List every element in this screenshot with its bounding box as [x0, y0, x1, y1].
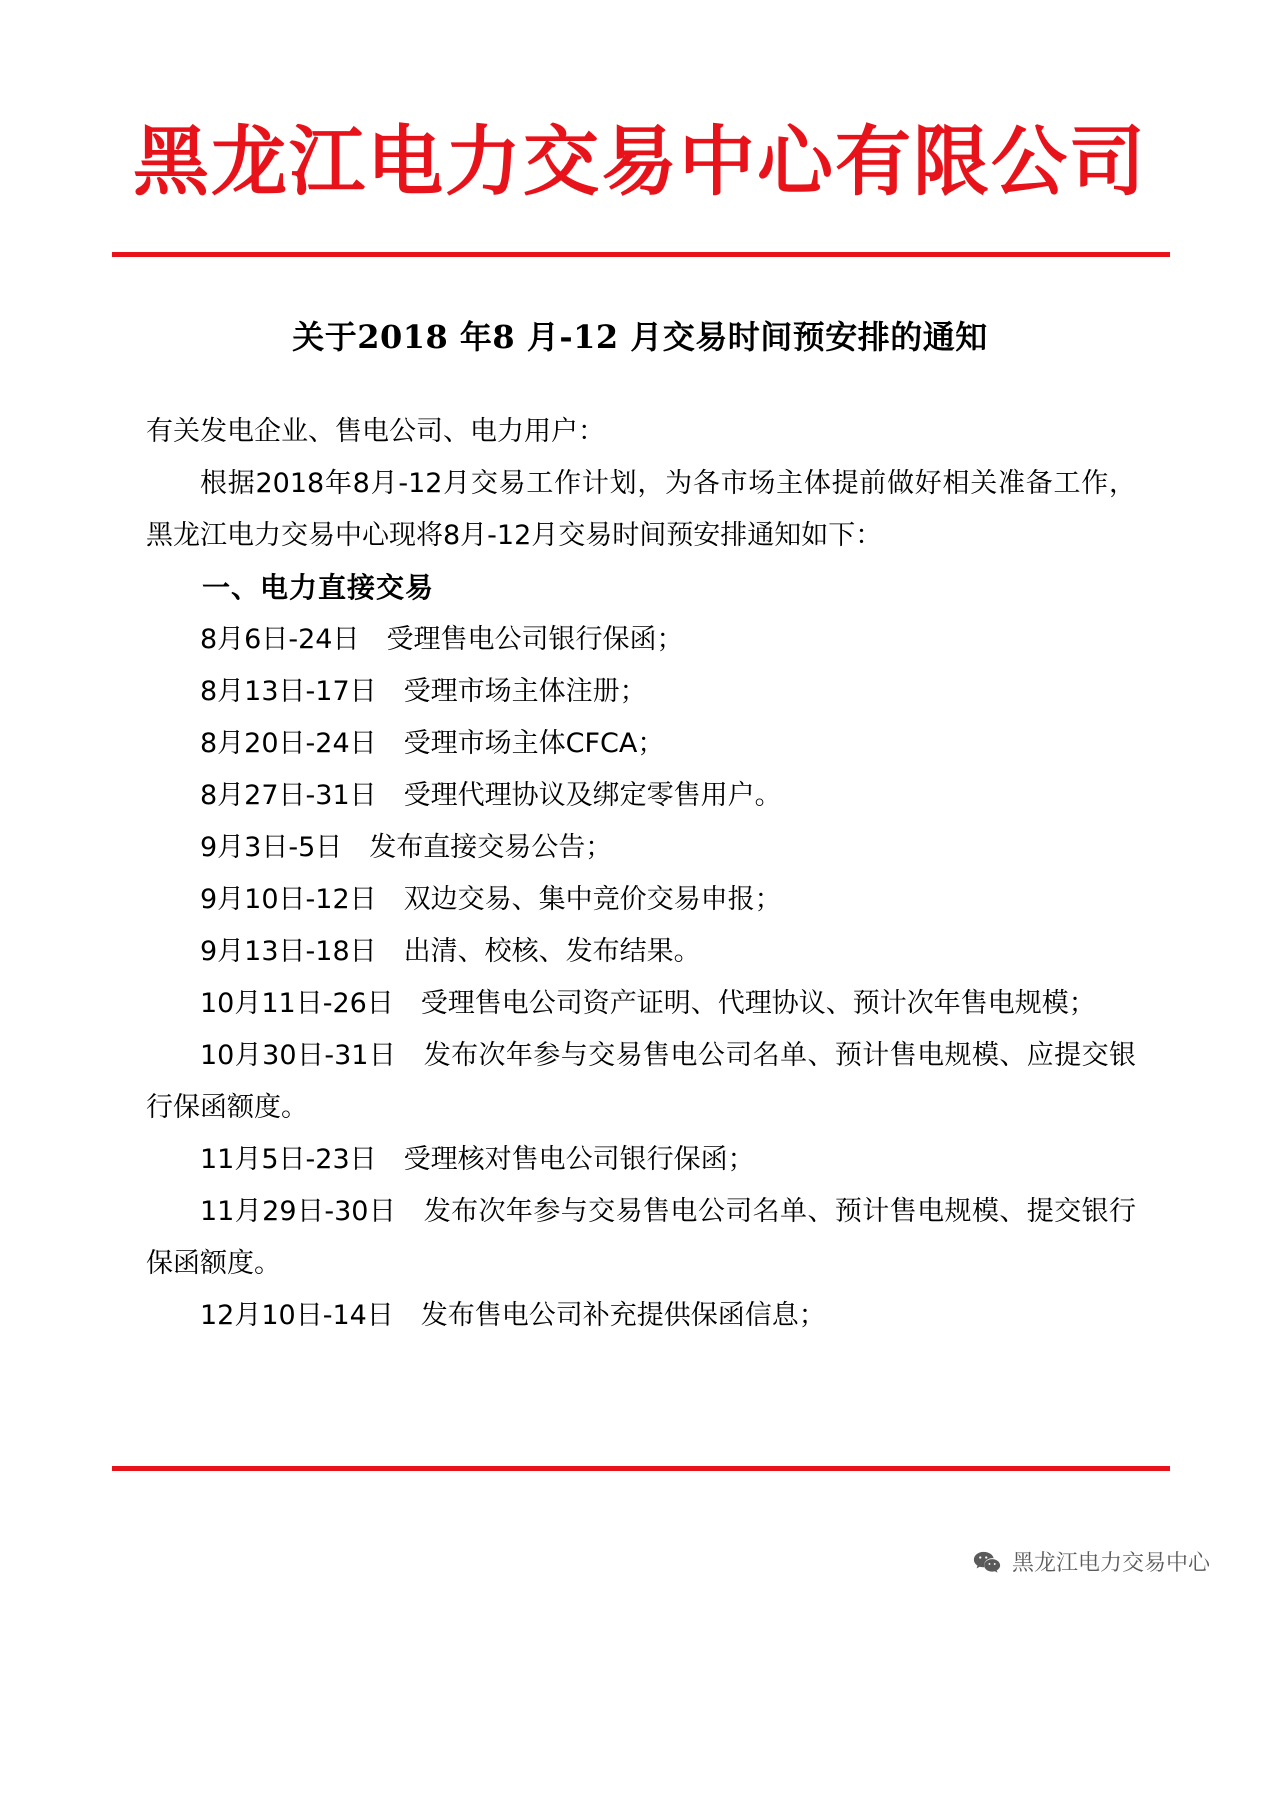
schedule-item: 11月5日-23日 受理核对售电公司银行保函； [200, 1144, 755, 1175]
document-body [146, 406, 1136, 1342]
schedule-item: 8月20日-24日 受理市场主体CFCA； [200, 728, 665, 759]
schedule-item: 9月13日-18日 出清、校核、发布结果。 [200, 936, 701, 967]
schedule-item: 9月10日-12日 双边交易、集中竞价交易申报； [200, 884, 782, 915]
header-divider-rule [112, 252, 1170, 257]
salutation: 有关发电企业、售电公司、电力用户： [146, 416, 605, 447]
schedule-item: 8月6日-24日 受理售电公司银行保函； [200, 624, 684, 655]
wechat-account-label: 黑龙江电力交易中心 [1011, 1551, 1210, 1576]
schedule-item: 10月30日-31日 发布次年参与交易售电公司名单、预计售电规模、应提交银行保函额度。 [146, 1040, 1136, 1123]
letterhead [0, 118, 1280, 205]
schedule-item: 11月29日-30日 发布次年参与交易售电公司名单、预计售电规模、提交银行保函额度。 [146, 1196, 1136, 1279]
intro-paragraph: 根据2018年8月-12月交易工作计划，为各市场主体提前做好相关准备工作，黑龙江电力交易中心现将8月-12月交易时间预安排通知如下： [146, 468, 1136, 551]
document-title: 关于2018 年8 月-12 月交易时间预安排的通知 [292, 318, 988, 356]
schedule-item: 8月27日-31日 受理代理协议及绑定零售用户。 [200, 780, 782, 811]
footer-divider-rule [112, 1466, 1170, 1471]
wechat-icon [972, 1547, 1002, 1577]
schedule-item: 8月13日-17日 受理市场主体注册； [200, 676, 647, 707]
schedule-item: 12月10日-14日 发布售电公司补充提供保函信息； [200, 1300, 826, 1331]
letterhead-title: 黑龙江电力交易中心有限公司 [133, 117, 1147, 206]
wechat-account-badge [972, 1546, 1210, 1577]
section-heading-direct-trading: 一、电力直接交易 [202, 571, 435, 604]
page-footer [0, 1530, 1280, 1810]
schedule-item: 9月3日-5日 发布直接交易公告； [200, 832, 613, 863]
schedule-item: 10月11日-26日 受理售电公司资产证明、代理协议、预计次年售电规模； [200, 988, 1096, 1019]
